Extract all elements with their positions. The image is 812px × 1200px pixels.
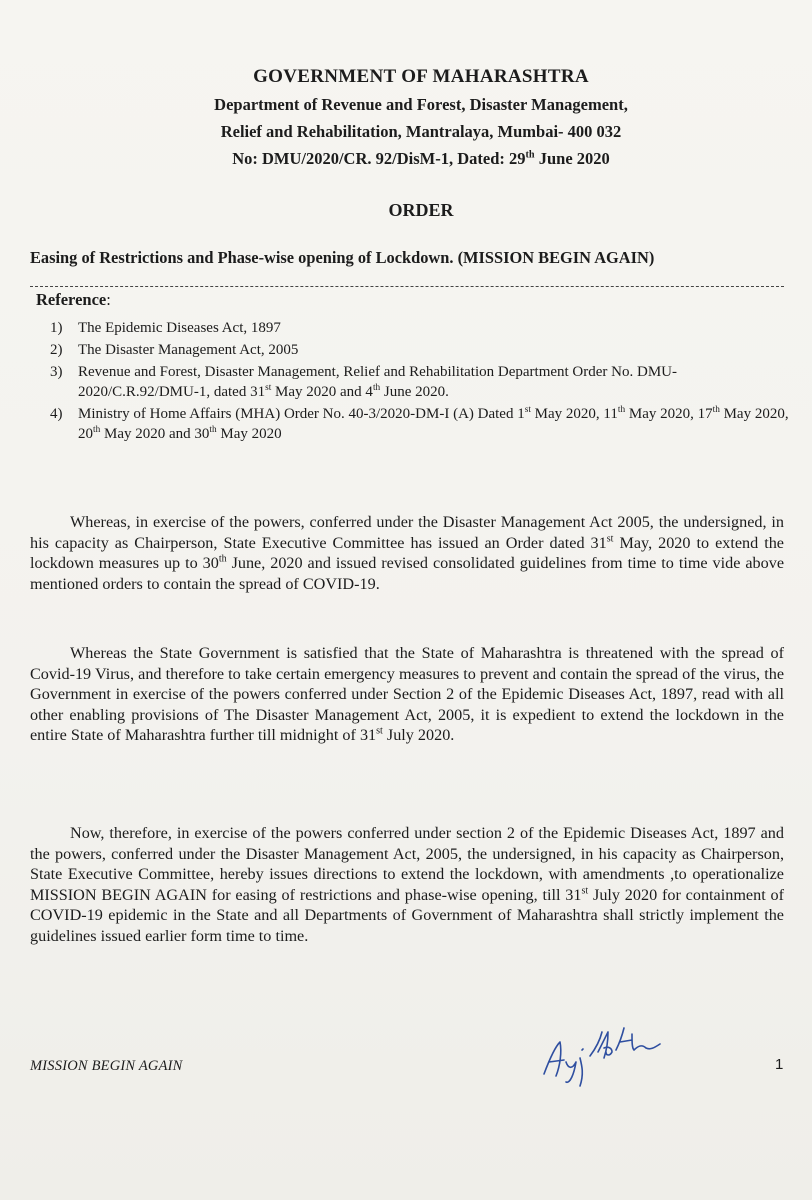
page-number: 1	[775, 1056, 784, 1073]
dashed-divider	[30, 286, 784, 287]
order-number-line: No: DMU/2020/CR. 92/DisM-1, Dated: 29th June 2020	[232, 149, 610, 168]
signature	[536, 1022, 716, 1092]
reference-item: 2) The Disaster Management Act, 2005	[50, 342, 299, 358]
order-title: ORDER	[388, 200, 454, 220]
department-line-2: Relief and Rehabilitation, Mantralaya, Mumbai- 400 032	[220, 122, 622, 141]
reference-item: 3) Revenue and Forest, Disaster Management, Relief and Rehabilitation Department Order No. DMU-2020/C.R.92/DMU-1, dated 31st May 2020 and 4th June 2020.	[50, 364, 677, 400]
paragraph-whereas-1: Whereas, in exercise of the powers, conferred under the Disaster Management Act 2005, the undersigned, in his capacity as Chairperson, State Executive Committee has issued an Order dated 31st May, 2020 to extend the lockdown measures up to 30th June, 2020 and issued revised consolidated guidelines from time to time vide above mentioned orders to contain the spread of COVID-19.	[30, 513, 784, 593]
government-title: GOVERNMENT OF MAHARASHTRA	[253, 66, 589, 87]
department-line-1: Department of Revenue and Forest, Disaster Management,	[214, 95, 628, 114]
reference-item: 1) The Epidemic Diseases Act, 1897	[50, 320, 281, 336]
paragraph-now-therefore: Now, therefore, in exercise of the powers conferred under section 2 of the Epidemic Diseases Act, 1897 and the powers, conferred under the Disaster Management Act, 2005, the undersigned, in his capacity as Chairperson, State Executive Committee, hereby issues directions to extend the lockdown, with amendments ,to operationalize MISSION BEGIN AGAIN for easing of restrictions and phase-wise opening, till 31st July 2020 for containment of COVID-19 epidemic in the State and all Departments of Government of Maharashtra shall strictly implement the guidelines issued earlier form time to time.	[30, 824, 784, 945]
paragraph-whereas-2: Whereas the State Government is satisfied that the State of Maharashtra is threatened with the spread of Covid-19 Virus, and therefore to take certain emergency measures to prevent and contain the spread of the virus, the Government in exercise of the powers conferred under Section 2 of the Epidemic Diseases Act, 1897, read with all other enabling provisions of The Disaster Management Act, 2005, it is expedient to extend the lockdown in the entire State of Maharashtra further till midnight of 31st July 2020.	[30, 644, 784, 744]
footer-mission-label: MISSION BEGIN AGAIN	[30, 1058, 183, 1074]
reference-heading: Reference:	[36, 290, 111, 309]
letterhead	[0, 66, 812, 169]
reference-list	[50, 318, 790, 446]
order-subject: Easing of Restrictions and Phase-wise opening of Lockdown. (MISSION BEGIN AGAIN)	[30, 248, 655, 267]
reference-item: 4) Ministry of Home Affairs (MHA) Order No. 40-3/2020-DM-I (A) Dated 1st May 2020, 11th May 2020, 17th May 2020, 20th May 2020 and 30th May 2020	[50, 405, 789, 442]
